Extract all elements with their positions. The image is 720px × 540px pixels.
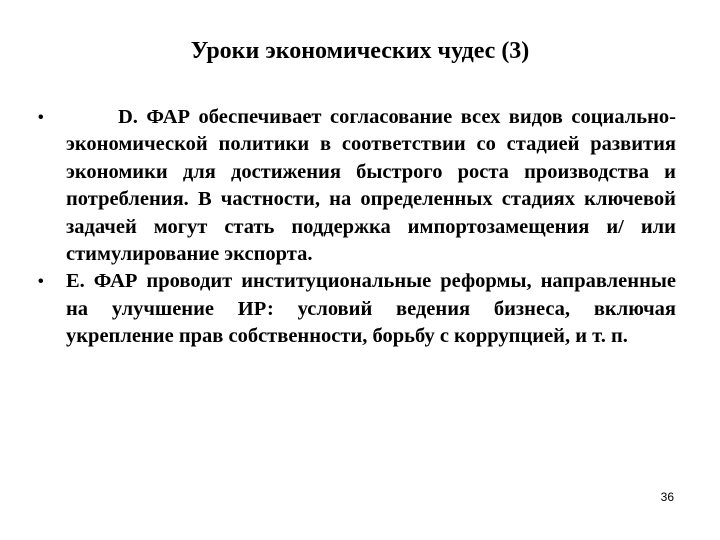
page-number: 36 — [660, 490, 674, 504]
bullet-list — [38, 104, 676, 351]
bullet-item-d — [38, 104, 676, 268]
bullet-text-e: E. ФАР проводит институциональные реформы, направленные на улучшение ИР: условий ведения бизнеса, включая укрепление прав собственности, борьбу с коррупцией, и т. п. — [66, 270, 676, 348]
slide-title: Уроки экономических чудес (3) — [190, 38, 530, 64]
bullet-item-e — [38, 268, 676, 350]
bullet-icon: • — [38, 109, 44, 126]
bullet-text-d: D. ФАР обеспечивает согласование всех видов социально-экономической политики в соответствии со стадией развития экономики для достижения быстрого роста производства и потребления. В частности, на определенных стадиях ключевой задачей могут стать поддержка импортозамещения и/ или стимулирование экспорта. — [66, 106, 676, 266]
bullet-text — [66, 106, 676, 265]
bullet-icon: • — [38, 273, 44, 291]
